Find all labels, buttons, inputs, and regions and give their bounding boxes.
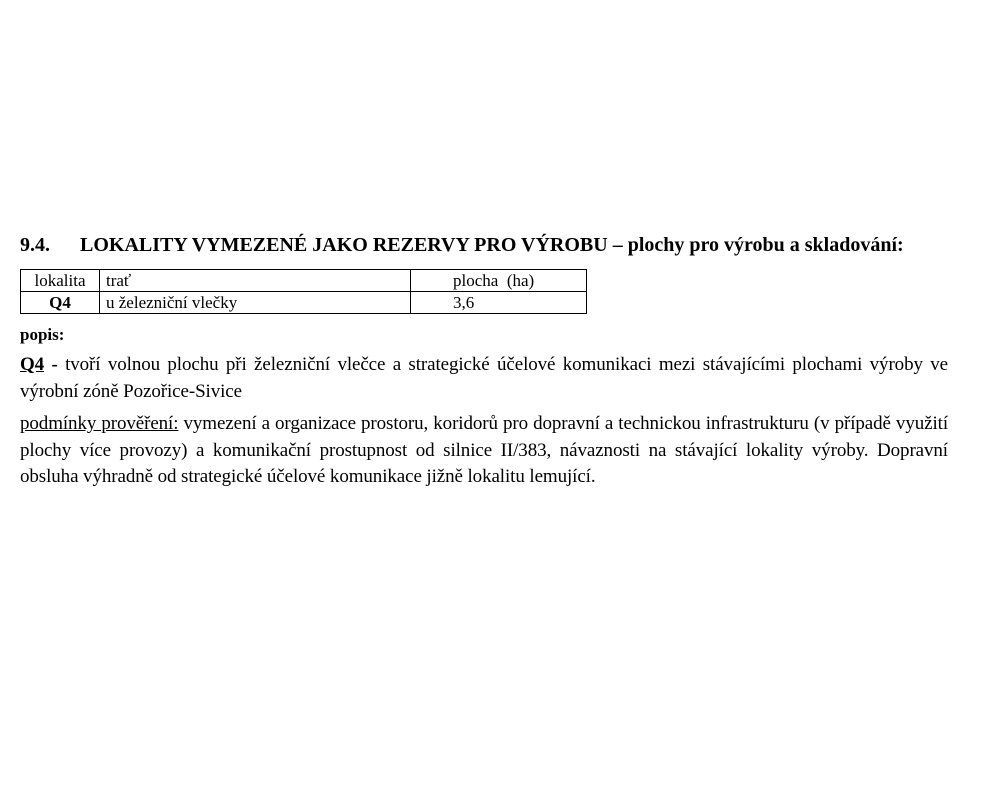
header-plocha: plocha (ha) [411,270,587,292]
description-paragraph [20,352,948,405]
conditions-text: vymezení a organizace prostoru, koridorů pro dopravní a technickou infrastrukturu (v případě využití plochy více provozy) a komunikační prostupnost od silnice II/383, návaznosti na stávající lokality výroby. Dopravní obsluha výhradně od strategické účelové komunikace jižně lokalitu lemující. [20,413,948,487]
conditions-paragraph [20,411,948,491]
popis-label: popis: [20,325,65,344]
locality-table [20,269,587,314]
conditions-label: podmínky prověření: [20,413,179,434]
section-number: 9.4. [20,234,50,256]
section-heading [20,232,948,258]
table-row [21,292,587,314]
cell-plocha: 3,6 [411,292,587,314]
description-code: Q4 [20,354,45,375]
document-page [20,232,948,491]
description-text: tvoří volnou plochu při železniční vlečce a strategické účelové komunikaci mezi stávajícími plochami výroby ve výrobní zóně Pozořice-Sivice [20,354,948,402]
header-lokalita: lokalita [21,270,100,292]
section-title: LOKALITY VYMEZENÉ JAKO REZERVY PRO VÝROBU – plochy pro výrobu a skladování: [80,234,904,256]
header-trat: trať [100,270,411,292]
cell-lokalita: Q4 [21,292,100,314]
cell-trat: u železniční vlečky [100,292,411,314]
table-header-row [21,270,587,292]
description-dash: - [44,354,66,375]
